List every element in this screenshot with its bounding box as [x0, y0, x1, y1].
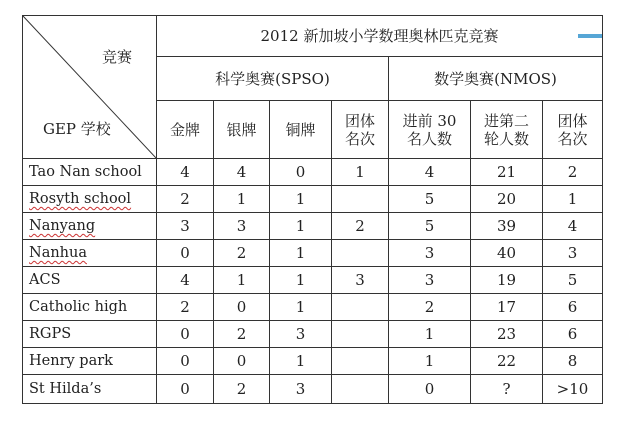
cell-team-rank-math: 2: [543, 159, 603, 186]
cell-top30: 3: [389, 240, 471, 267]
col-header-round2-line1: 进第二: [483, 111, 529, 130]
cell-bronze: 1: [270, 213, 332, 240]
cell-top30: 1: [389, 321, 471, 348]
cell-team-rank-math: 4: [543, 213, 603, 240]
cell-round2: ?: [471, 375, 543, 404]
cell-team-rank-science: [332, 375, 389, 404]
cell-team-rank-science: [332, 294, 389, 321]
school-name: Catholic high: [23, 294, 157, 321]
cell-bronze: 1: [270, 267, 332, 294]
corner-header-cell: [23, 16, 157, 159]
school-name: [23, 186, 157, 213]
corner-label-gep-school: GEP 学校: [43, 120, 111, 138]
school-name-text: Rosyth school: [29, 191, 132, 207]
results-table-container: [22, 15, 603, 404]
cell-team-rank-science: [332, 321, 389, 348]
cell-top30: 0: [389, 375, 471, 404]
table-row: [23, 213, 603, 240]
cell-gold: 2: [157, 186, 214, 213]
cell-silver: 2: [214, 321, 270, 348]
cell-gold: 3: [157, 213, 214, 240]
cell-round2: 23: [471, 321, 543, 348]
cell-team-rank-math: 1: [543, 186, 603, 213]
cell-round2: 21: [471, 159, 543, 186]
cell-bronze: 3: [270, 375, 332, 404]
cell-round2: 22: [471, 348, 543, 375]
col-header-bronze: 铜牌: [270, 101, 332, 159]
table-row: [23, 294, 603, 321]
cell-gold: 4: [157, 267, 214, 294]
cell-team-rank-science: 1: [332, 159, 389, 186]
cell-silver: 4: [214, 159, 270, 186]
col-header-round2-line2: 轮人数: [483, 129, 529, 148]
cell-team-rank-math: 6: [543, 294, 603, 321]
cell-team-rank-math: 5: [543, 267, 603, 294]
cell-team-rank-math: 3: [543, 240, 603, 267]
cell-gold: 0: [157, 240, 214, 267]
school-name-text: Nanyang: [29, 218, 96, 234]
table-row: [23, 159, 603, 186]
corner-label-competition: 竞赛: [101, 48, 132, 66]
school-name: Tao Nan school: [23, 159, 157, 186]
school-name: Henry park: [23, 348, 157, 375]
cell-top30: 5: [389, 213, 471, 240]
school-name: [23, 240, 157, 267]
cell-team-rank-math: 8: [543, 348, 603, 375]
col-header-team-rank-science-line1: 团体: [344, 111, 375, 130]
table-row: [23, 321, 603, 348]
table-row: [23, 375, 603, 404]
cell-team-rank-math: >10: [543, 375, 603, 404]
math-olympiad-header: 数学奥赛(NMOS): [389, 57, 603, 101]
col-header-team-rank-math: [543, 101, 603, 159]
cell-round2: 17: [471, 294, 543, 321]
corner-watermark: [578, 34, 602, 38]
col-header-top30-line1: 进前 30: [402, 111, 457, 130]
cell-gold: 0: [157, 375, 214, 404]
cell-team-rank-science: [332, 240, 389, 267]
col-header-top30-line2: 名人数: [406, 129, 452, 148]
cell-bronze: 3: [270, 321, 332, 348]
cell-silver: 0: [214, 294, 270, 321]
cell-top30: 4: [389, 159, 471, 186]
cell-bronze: 1: [270, 294, 332, 321]
col-header-team-rank-science: [332, 101, 389, 159]
cell-round2: 40: [471, 240, 543, 267]
school-name: St Hilda’s: [23, 375, 157, 404]
table-title-text: 2012 新加坡小学数理奥林匹克竞赛: [260, 27, 499, 45]
cell-round2: 19: [471, 267, 543, 294]
school-name: [23, 213, 157, 240]
cell-silver: 1: [214, 186, 270, 213]
school-name-text: Nanhua: [29, 245, 87, 261]
col-header-team-rank-math-line2: 名次: [557, 129, 588, 148]
cell-bronze: 1: [270, 348, 332, 375]
col-header-team-rank-math-line1: 团体: [557, 111, 588, 130]
table-row: [23, 348, 603, 375]
cell-silver: 0: [214, 348, 270, 375]
cell-silver: 2: [214, 375, 270, 404]
cell-gold: 2: [157, 294, 214, 321]
cell-round2: 39: [471, 213, 543, 240]
cell-gold: 0: [157, 348, 214, 375]
col-header-silver: 银牌: [214, 101, 270, 159]
col-header-gold: 金牌: [157, 101, 214, 159]
cell-top30: 1: [389, 348, 471, 375]
table-title: [157, 16, 603, 57]
results-table: [22, 15, 603, 404]
cell-team-rank-math: 6: [543, 321, 603, 348]
table-row: [23, 267, 603, 294]
cell-team-rank-science: 2: [332, 213, 389, 240]
col-header-round2: [471, 101, 543, 159]
col-header-top30: [389, 101, 471, 159]
cell-team-rank-science: [332, 348, 389, 375]
school-name: RGPS: [23, 321, 157, 348]
cell-bronze: 1: [270, 240, 332, 267]
cell-team-rank-science: 3: [332, 267, 389, 294]
science-olympiad-header: 科学奥赛(SPSO): [157, 57, 389, 101]
cell-silver: 2: [214, 240, 270, 267]
cell-gold: 0: [157, 321, 214, 348]
cell-bronze: 1: [270, 186, 332, 213]
col-header-team-rank-science-line2: 名次: [344, 129, 375, 148]
table-row: [23, 186, 603, 213]
cell-silver: 3: [214, 213, 270, 240]
cell-gold: 4: [157, 159, 214, 186]
table-row: [23, 240, 603, 267]
cell-round2: 20: [471, 186, 543, 213]
cell-silver: 1: [214, 267, 270, 294]
cell-top30: 5: [389, 186, 471, 213]
cell-top30: 2: [389, 294, 471, 321]
cell-team-rank-science: [332, 186, 389, 213]
school-name: ACS: [23, 267, 157, 294]
cell-top30: 3: [389, 267, 471, 294]
cell-bronze: 0: [270, 159, 332, 186]
